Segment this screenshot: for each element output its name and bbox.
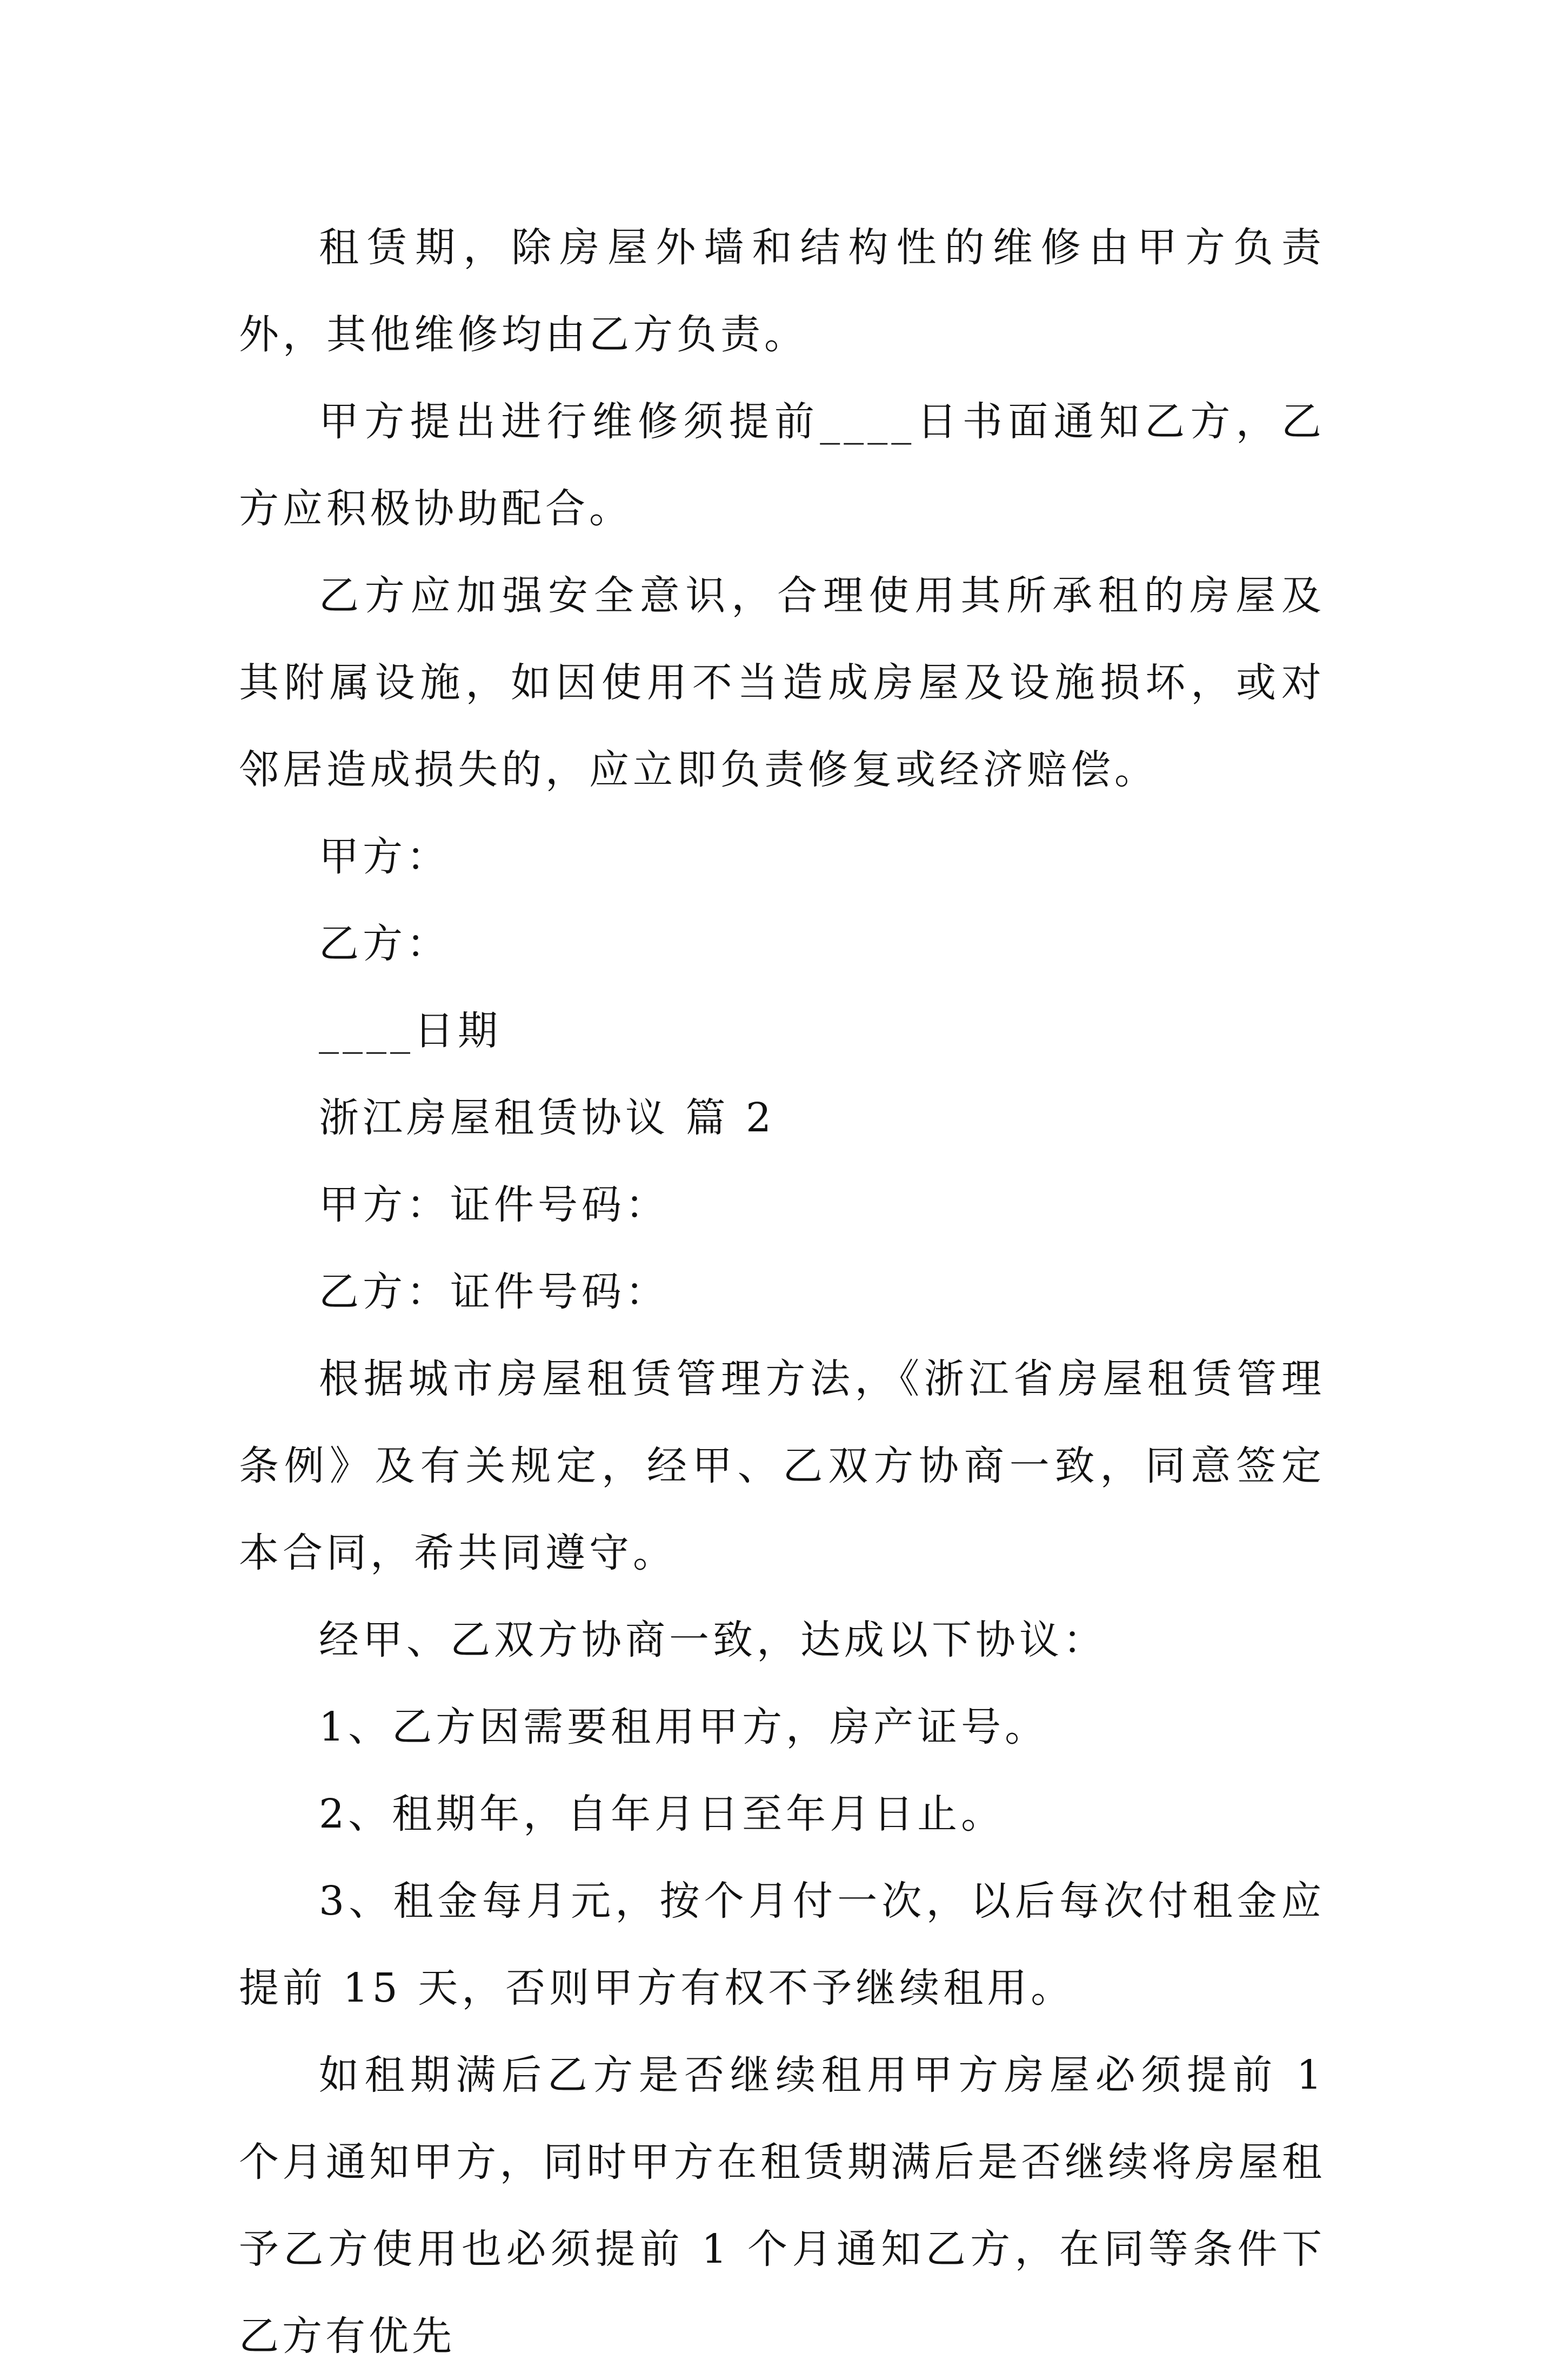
party-a-signature: 甲方： bbox=[319, 834, 450, 880]
paragraph-maintenance: 租赁期，除房屋外墙和结构性的维修由甲方负责外，其他维修均由乙方负责。 bbox=[239, 224, 1325, 358]
party-a-id: 甲方：证件号码： bbox=[319, 1182, 669, 1228]
clause-1: 1、乙方因需要租用甲方，房产证号。 bbox=[319, 1704, 1049, 1750]
party-b-id: 乙方：证件号码： bbox=[319, 1269, 669, 1315]
paragraph-agreement-intro: 经甲、乙双方协商一致，达成以下协议： bbox=[319, 1617, 1107, 1663]
clause-3: 3、租金每月元，按个月付一次，以后每次付租金应提前 15 天，否则甲方有权不予继续租用。 bbox=[239, 1878, 1325, 2011]
party-b-signature: 乙方： bbox=[319, 921, 450, 967]
section-title: 浙江房屋租赁协议 篇 2 bbox=[319, 1095, 776, 1141]
date-line: ____日期 bbox=[319, 1008, 502, 1054]
paragraph-renewal: 如租期满后乙方是否继续租用甲方房屋必须提前 1 个月通知甲方，同时甲方在租赁期满后是否继续将房屋租予乙方使用也必须提前 1 个月通知乙方，在同等条件下乙方有优先 bbox=[239, 2052, 1325, 2359]
paragraph-notice: 甲方提出进行维修须提前____日书面通知乙方，乙方应积极协助配合。 bbox=[239, 398, 1325, 532]
document-body bbox=[239, 204, 1325, 2380]
clause-2: 2、租期年，自年月日至年月日止。 bbox=[319, 1791, 1005, 1837]
paragraph-legal-basis: 根据城市房屋租赁管理方法，《浙江省房屋租赁管理条例》及有关规定，经甲、乙双方协商一致，同意签定本合同，希共同遵守。 bbox=[239, 1356, 1325, 1576]
paragraph-safety: 乙方应加强安全意识，合理使用其所承租的房屋及其附属设施，如因使用不当造成房屋及设施损坏，或对邻居造成损失的，应立即负责修复或经济赔偿。 bbox=[239, 572, 1325, 793]
